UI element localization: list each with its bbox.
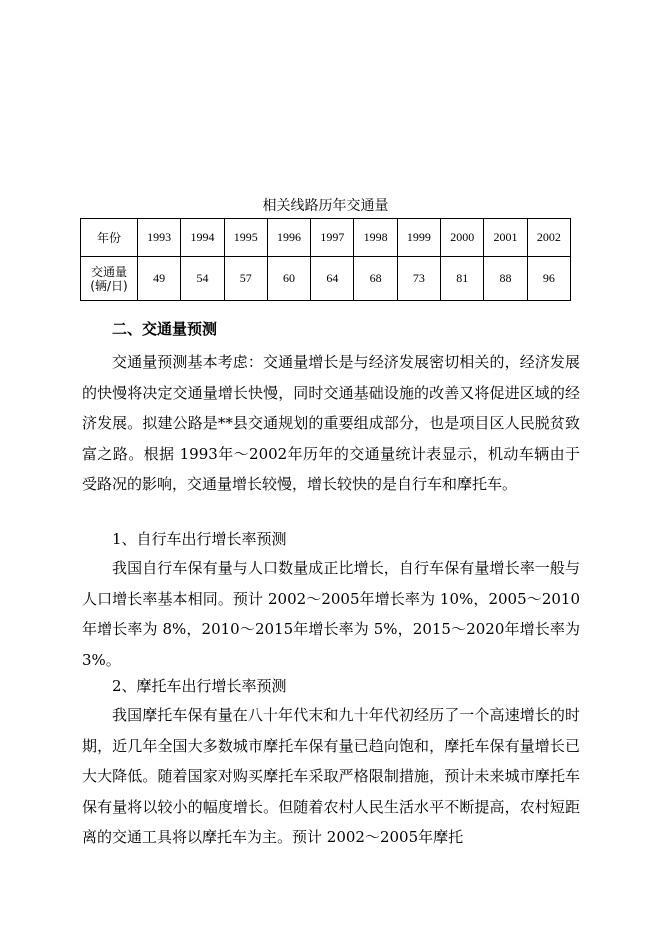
year-cell: 2001	[484, 219, 527, 257]
year-cell: 1999	[397, 219, 440, 257]
value-cell: 81	[441, 257, 484, 301]
value-cell: 68	[354, 257, 397, 301]
value-cell: 60	[267, 257, 310, 301]
table-title: 相关线路历年交通量	[262, 198, 389, 214]
bicycle-subheading: 1、自行车出行增长率预测	[112, 530, 287, 548]
value-cell: 73	[397, 257, 440, 301]
year-cell: 1994	[181, 219, 224, 257]
value-cell: 88	[484, 257, 527, 301]
value-cell: 49	[138, 257, 181, 301]
table-data-row	[81, 257, 571, 301]
row-label-cell	[81, 257, 138, 301]
year-cell: 1993	[138, 219, 181, 257]
row-label-line1: 交通量	[90, 264, 127, 279]
motorcycle-paragraph: 我国摩托车保有量在八十年代末和九十年代初经历了一个高速增长的时期，近几年全国大多数城市摩托车保有量已趋向饱和，摩托车保有量增长已大大降低。随着国家对购买摩托车采取严格限制措施，预计未来城市摩托车保有量将以较小的幅度增长。但随着农村人民生活水平不断提高，农村短距离的交通工具将以摩托车为主。预计 2002～2005年摩托	[82, 706, 580, 846]
value-cell: 57	[224, 257, 267, 301]
header-label-cell: 年份	[81, 219, 138, 257]
year-cell: 1996	[267, 219, 310, 257]
traffic-volume-table	[80, 218, 571, 301]
year-cell: 2002	[527, 219, 570, 257]
year-cell: 1995	[224, 219, 267, 257]
value-cell: 64	[311, 257, 354, 301]
value-cell: 96	[527, 257, 570, 301]
motorcycle-subheading: 2、摩托车出行增长率预测	[112, 677, 287, 695]
row-label-line2: (辆/日)	[90, 278, 128, 293]
value-cell: 54	[181, 257, 224, 301]
year-cell: 1997	[311, 219, 354, 257]
bicycle-paragraph: 我国自行车保有量与人口数量成正比增长，自行车保有量增长率一般与人口增长率基本相同。预计 2002～2005年增长率为 10%，2005～2010年增长率为 8%，2010～2015年增长率为 5%，2015～2020年增长率为 3%。	[82, 559, 580, 669]
table-header-row	[81, 219, 571, 257]
intro-paragraph: 交通量预测基本考虑：交通量增长是与经济发展密切相关的，经济发展的快慢将决定交通量增长快慢，同时交通基础设施的改善又将促进区域的经济发展。拟建公路是**县交通规划的重要组成部分，也是项目区人民脱贫致富之路。根据 1993年～2002年历年的交通量统计表显示，机动车辆由于受路况的影响，交通量增长较慢，增长较快的是自行车和摩托车。	[82, 353, 580, 493]
year-cell: 1998	[354, 219, 397, 257]
year-cell: 2000	[441, 219, 484, 257]
section-heading: 二、交通量预测	[112, 320, 218, 338]
